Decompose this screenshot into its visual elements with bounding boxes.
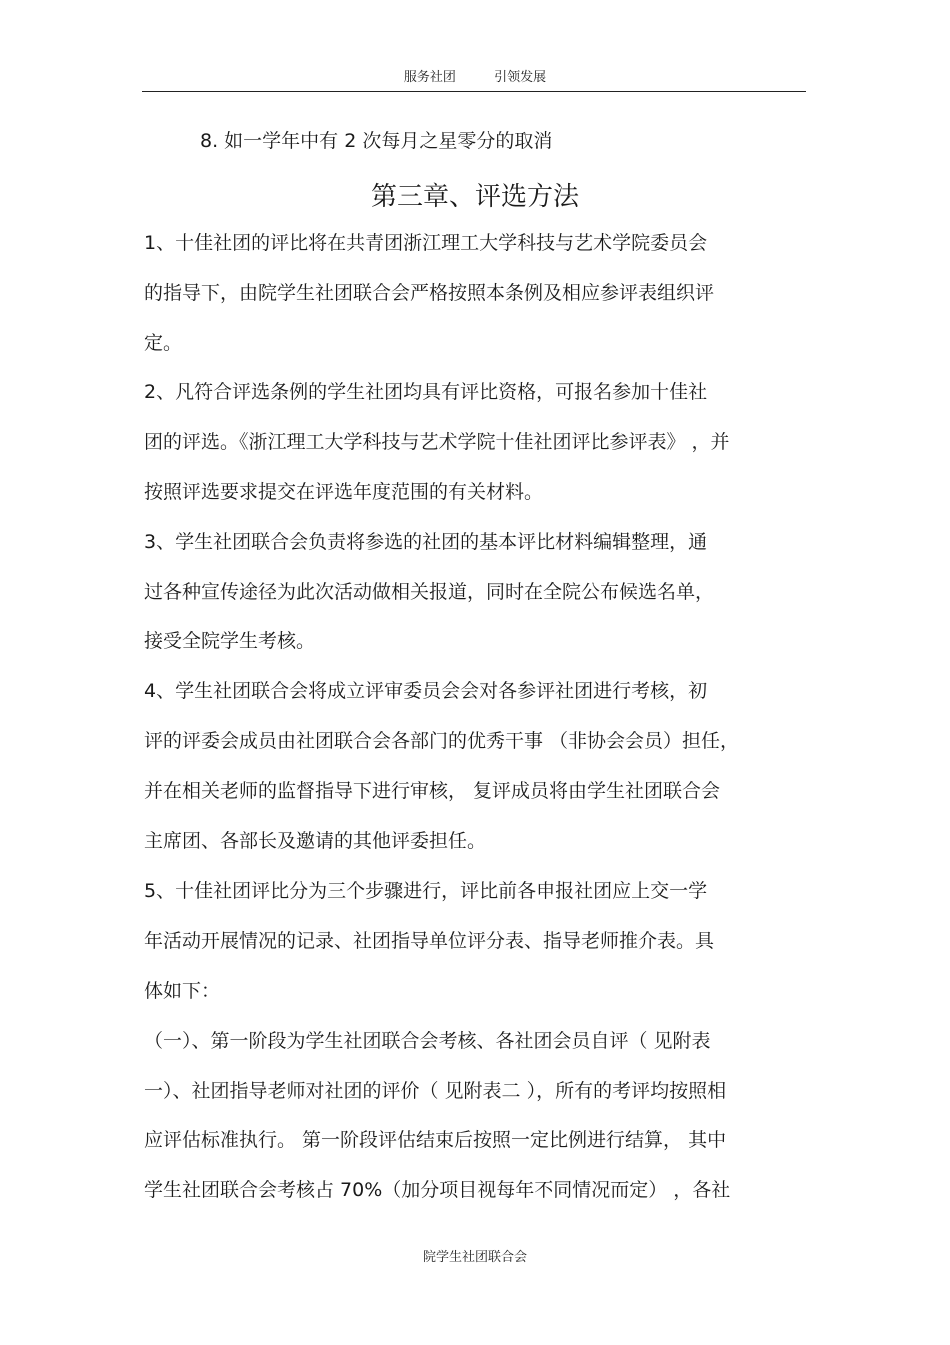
item-8: 8. 如一学年中有 2 次每月之星零分的取消 <box>200 130 553 152</box>
header-right: 引领发展 <box>494 70 547 85</box>
page-footer: 院学生社团联合会 <box>422 1250 527 1265</box>
body-line: 主席团、各部长及邀请的其他评委担任。 <box>144 830 487 852</box>
body-line: 2、凡符合评选条例的学生社团均具有评比资格，可报名参加十佳社 <box>144 381 708 403</box>
header-left: 服务社团 <box>403 70 456 85</box>
body-line: 的指导下，由院学生社团联合会严格按照本条例及相应参评表组织评 <box>144 282 715 304</box>
body-line: 一）、社团指导老师对社团的评价（ 见附表二 ），所有的考评均按照相 <box>144 1080 727 1102</box>
body-line: 接受全院学生考核。 <box>144 630 316 652</box>
page-header <box>0 66 950 85</box>
body-line: 3、学生社团联合会负责将参选的社团的基本评比材料编辑整理，通 <box>144 531 708 553</box>
body-line: 体如下： <box>144 980 221 1002</box>
chapter-title: 第三章、评选方法 <box>370 182 579 212</box>
body-line: 5、十佳社团评比分为三个步骤进行，评比前各申报社团应上交一学 <box>144 880 708 902</box>
body-line: 定。 <box>144 332 183 354</box>
body-line: 按照评选要求提交在评选年度范围的有关材料。 <box>144 481 544 503</box>
body-line: （一）、第一阶段为学生社团联合会考核、各社团会员自评（ 见附表 <box>144 1030 711 1052</box>
body-line: 团的评选。《浙江理工大学科技与艺术学院十佳社团评比参评表》 ，并 <box>144 431 730 453</box>
body-line: 评的评委会成员由社团联合会各部门的优秀干事 （非协会会员）担任， <box>144 730 740 752</box>
body-line: 4、学生社团联合会将成立评审委员会会对各参评社团进行考核，初 <box>144 680 708 702</box>
body-line: 过各种宣传途径为此次活动做相关报道，同时在全院公布候选名单， <box>144 581 715 603</box>
body-line: 并在相关老师的监督指导下进行审核， 复评成员将由学生社团联合会 <box>144 780 721 802</box>
body-line: 年活动开展情况的记录、社团指导单位评分表、指导老师推介表。具 <box>144 930 715 952</box>
header-rule <box>142 91 806 92</box>
body-line: 应评估标准执行。 第一阶段评估结束后按照一定比例进行结算， 其中 <box>144 1129 727 1151</box>
body-line: 学生社团联合会考核占 70%（加分项目视每年不同情况而定） ，各社 <box>144 1179 731 1201</box>
body-line: 1、十佳社团的评比将在共青团浙江理工大学科技与艺术学院委员会 <box>144 232 708 254</box>
